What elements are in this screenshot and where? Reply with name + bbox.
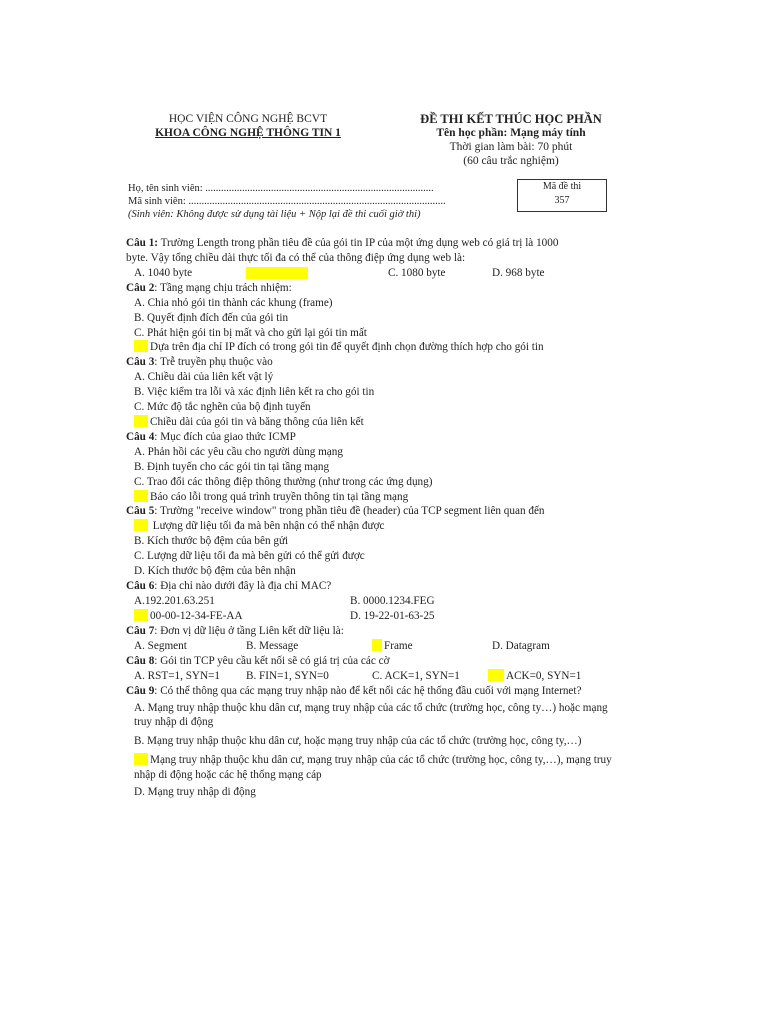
answer-a: A. Segment [134,639,187,652]
student-id-line: Mã sinh viên: .................................................................................................. [128,196,446,207]
exam-code-value: 357 [554,195,570,206]
answer-d: D. Datagram [492,639,550,652]
answer-d: Dựa trên địa chỉ IP đích có trong gói tin để quyết định chọn đường thích hợp cho gói tin [150,341,544,354]
highlight-mark [134,340,148,352]
answer-b: B. 0000.1234.FEG [350,594,435,607]
answer-row [126,594,616,609]
answer-d: D. Kích thước bộ đệm của bên nhận [134,565,296,578]
answer-c: C. Phát hiện gói tin bị mất và cho gửi lại gói tin mất [134,326,367,339]
question-number: Câu 7 [126,624,155,637]
answer-d: Chiều dài của gói tin và băng thông của liên kết [150,415,364,428]
answer-d-row [126,415,616,430]
answer-a: A. Mạng truy nhập thuộc khu dân cư, mạng truy nhập của các tổ chức (trường học, công ty…) hoặc mạng truy nhập di động [134,701,608,729]
header-left [128,112,368,140]
answer-d: D. 19-22-01-63-25 [350,609,435,622]
question-number: Câu 4 [126,430,155,443]
highlight-mark [134,519,148,531]
answer-row [126,639,616,654]
highlight-mark [134,609,148,621]
answer-a-row [126,519,616,534]
question-4 [126,430,616,445]
answer-c: C. Mức độ tắc nghẽn của bộ định tuyến [134,401,311,414]
highlight-mark [372,639,382,651]
question-number: Câu 6 [126,579,155,592]
exam-format: (60 câu trắc nghiệm) [463,155,559,167]
answer-row [126,266,616,281]
answer-a: A. 1040 byte [134,266,193,279]
question-3 [126,355,616,370]
question-7 [126,624,616,639]
student-info [128,182,446,221]
question-text: Trường Length trong phần tiêu đề của gói tin IP của một ứng dụng web có giá trị là 1000 [158,237,559,249]
answer-row [126,669,616,684]
faculty-name: KHOA CÔNG NGHỆ THÔNG TIN 1 [155,127,341,139]
answer-c: C. Lượng dữ liệu tối đa mà bên gửi có thể gửi được [134,550,365,563]
exam-code-label: Mã đề thi [542,181,582,192]
question-number: Câu 9 [126,684,155,697]
question-text: : Có thể thông qua các mạng truy nhập nào để kết nối các hệ thống đầu cuối với mạng Internet? [154,684,582,697]
answer-b: B. Quyết định đích đến của gói tin [134,311,289,324]
exam-note: (Sinh viên: Không được sử dụng tài liệu + Nộp lại đề thi cuối giờ thi) [128,209,421,220]
answer-d-row [126,490,616,505]
question-number: Câu 1: [126,237,159,249]
answer-a: A.192.201.63.251 [134,594,215,607]
question-9 [126,684,616,699]
answer-b: B. Mạng truy nhập thuộc khu dân cư, hoặc mạng truy nhập của các tổ chức (trường học, công ty,…) [134,735,582,748]
answer-d: D. 968 byte [492,266,545,279]
question-2 [126,281,616,296]
highlight-mark [134,753,148,765]
answer-c: Frame [384,639,413,652]
answer-c-row [126,753,616,783]
highlight-mark [134,415,148,427]
answer-c: C. Trao đổi các thông điệp thông thường (như trong các ứng dụng) [134,475,433,488]
answer-c-wrap [372,639,413,654]
answer-b: B. Message [246,639,299,652]
question-text: : Gói tin TCP yêu cầu kết nối sẽ có giá trị của các cờ [154,654,390,667]
question-text: : Đơn vị dữ liệu ở tầng Liên kết dữ liệu là: [154,624,344,637]
question-number: Câu 3 [126,356,155,369]
exam-code-box [517,179,607,212]
answer-d: Báo cáo lỗi trong quá trình truyền thông tin tại tầng mạng [150,490,409,503]
answer-a: A. Chiều dài của liên kết vật lý [134,371,274,384]
answer-row [126,609,616,624]
answer-c-wrap [126,609,243,624]
question-text: : Tầng mạng chịu trách nhiệm: [154,281,292,294]
answer-d: D. Mạng truy nhập di động [134,786,256,799]
answer-b: B. Định tuyến cho các gói tin tại tầng mạng [134,460,330,473]
answer-b: B. Việc kiểm tra lỗi và xác định liên kết ra cho gói tin [134,386,375,399]
question-text: : Mục đích của giao thức ICMP [154,430,296,443]
question-6 [126,579,616,594]
question-text: : Trễ truyền phụ thuộc vào [154,356,273,369]
answer-d: ACK=0, SYN=1 [506,669,582,682]
answer-d-row [126,340,616,355]
answer-c: C. ACK=1, SYN=1 [372,669,460,682]
question-number: Câu 8 [126,654,155,667]
highlight-mark [134,490,148,502]
question-text: : Trường "receive window" trong phần tiêu đề (header) của TCP segment liên quan đến [154,505,545,518]
question-text-cont: byte. Vậy tổng chiều dài thực tối đa có thể của thông điệp ứng dụng web là: [126,251,466,264]
question-text: : Địa chỉ nào dưới đây là địa chỉ MAC? [154,579,332,592]
course-name: Tên học phần: Mạng máy tính [436,127,586,139]
student-name-line: Họ, tên sinh viên: ....................................................................................... [128,183,434,194]
answer-a: A. RST=1, SYN=1 [134,669,220,682]
question-5 [126,504,616,519]
answer-c: 00-00-12-34-FE-AA [150,609,243,622]
answer-c: Mạng truy nhập thuộc khu dân cư, mạng truy nhập của các tổ chức (trường học, công ty,…), mạng truy nhập di động hoặc các hệ thống mạng cáp [134,754,612,782]
question-8 [126,654,616,669]
answer-c: C. 1080 byte [388,266,446,279]
answer-b: B. Kích thước bộ đệm của bên gửi [134,535,289,548]
header-right [400,112,622,168]
answer-a: Lượng dữ liệu tối đa mà bên nhận có thể nhận được [150,520,385,533]
highlight-mark [246,267,308,282]
answer-a: A. Phản hồi các yêu cầu cho người dùng mạng [134,445,343,458]
exam-title: ĐỀ THI KẾT THÚC HỌC PHẦN [420,112,602,126]
questions-section [126,236,616,800]
answer-a: A. Chia nhỏ gói tin thành các khung (frame) [134,296,333,309]
question-1 [126,236,616,251]
highlight-mark [488,669,504,681]
answer-b: B. FIN=1, SYN=0 [246,669,329,682]
question-number: Câu 2 [126,281,155,294]
institute-name: HỌC VIỆN CÔNG NGHỆ BCVT [168,113,328,125]
exam-duration: Thời gian làm bài: 70 phút [449,141,573,153]
answer-d-wrap [488,669,581,684]
question-number: Câu 5 [126,505,155,518]
